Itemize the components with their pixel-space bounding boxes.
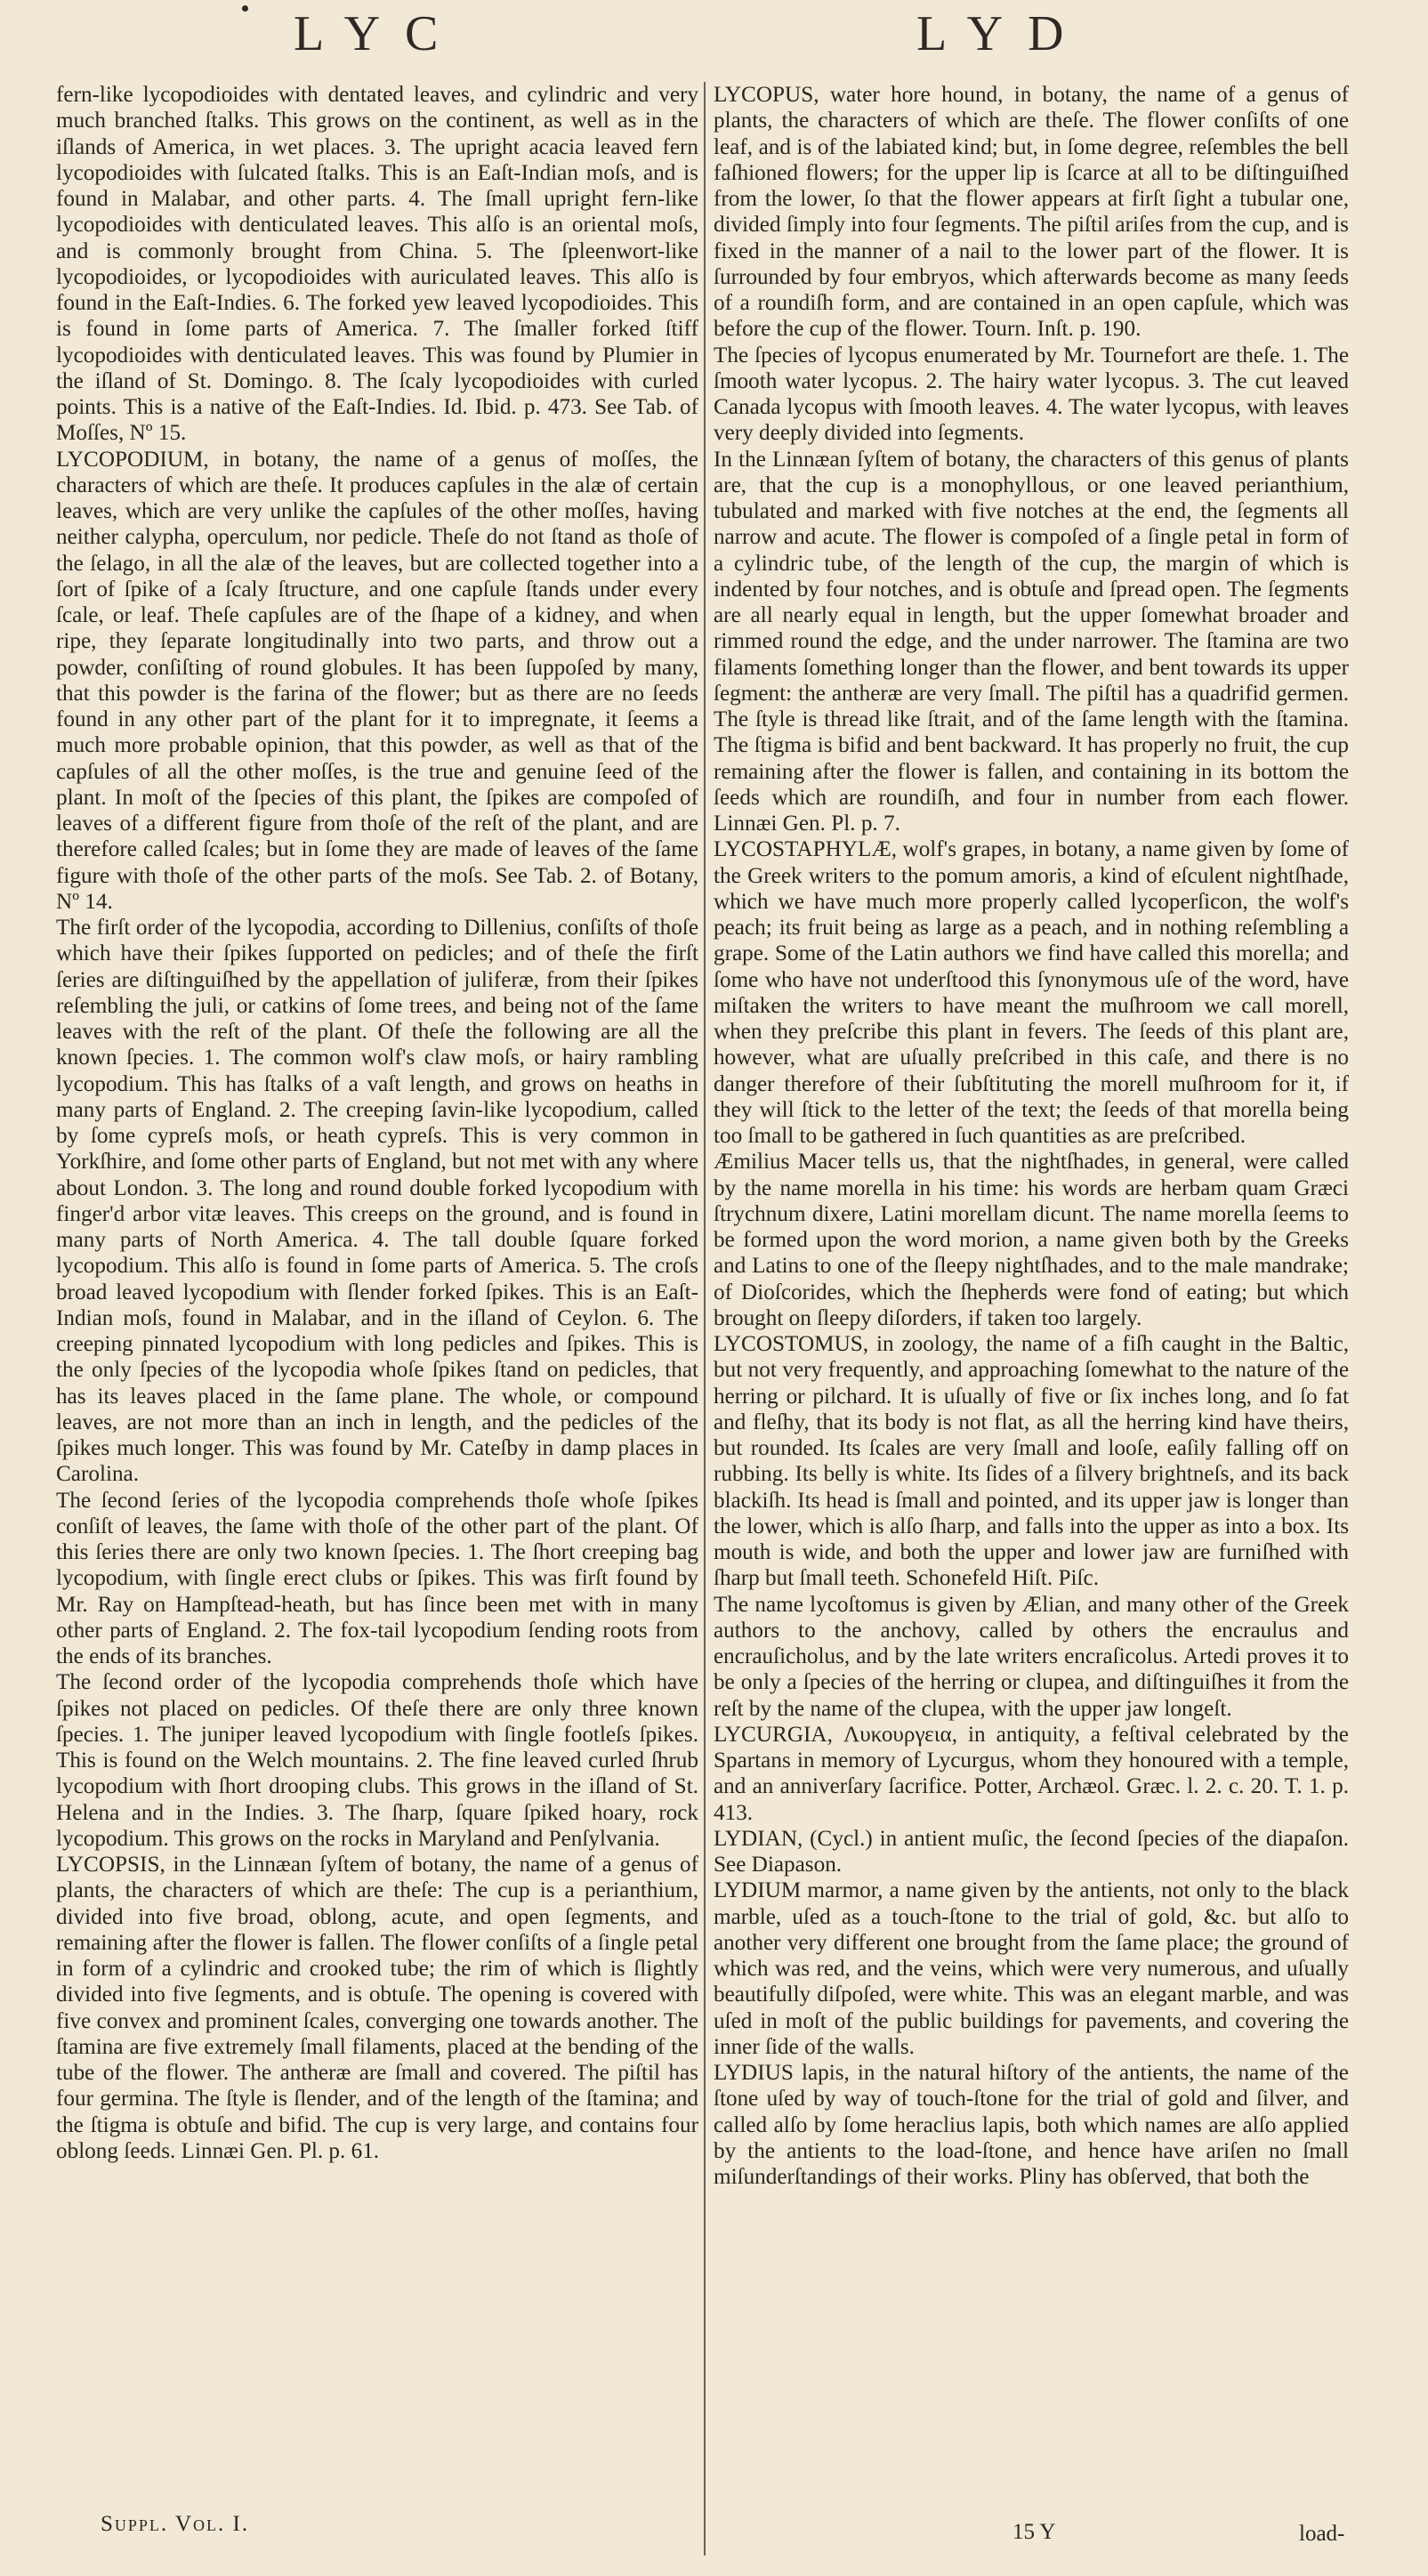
- printer-mark: [242, 5, 248, 12]
- volume-footer: Suppl. Vol. I.: [101, 2512, 250, 2536]
- catchword: load-: [1299, 2522, 1345, 2546]
- entry-lycurgia: LYCURGIA, Λυκουργεια, in antiquity, a feſtival celebrated by the Spartans in memory of Lycurgus, whom they honoured with a temple, and an anniverſary ſacrifice. Potter, Archæol. Græc. l. 2. c. 20. T. 1. p. 413.: [714, 1722, 1349, 1825]
- paragraph: The ſecond order of the lycopodia comprehends thoſe which have ſpikes not placed on pedicles. Of theſe there are only three known ſpecies. 1. The juniper leaved lycopodium with ſingle footleſs ſpikes. This is found on the Welch mountains. 2. The fine leaved curled ſhrub lycopodium with ſhort drooping clubs. This grows in the iſland of St. Helena and in the Indies. 3. The ſharp, ſquare ſpiked hoary, rock lycopodium. This grows on the rocks in Maryland and Penſylvania.: [56, 1670, 698, 1851]
- entry-lycopsis: LYCOPSIS, in the Linnæan ſyſtem of botany, the name of a genus of plants, the characters of which are theſe: The cup is a perianthium, divided into five broad, oblong, acute, and open ſegments, and remaining after the flower is fallen. The flower conſiſts of a ſingle petal in form of a cylindric and crooked tube; the rim of which is ſlightly divided into five ſegments, and is obtuſe. The opening is covered with five convex and prominent ſcales, converging one towards another. The ſtamina are five extremely ſmall filaments, placed at the bending of the tube of the flower. The antheræ are ſmall and covered. The piſtil has four germina. The ſtyle is ſlender, and of the length of the ſtamina; and the ſtigma is obtuſe and bifid. The cup is very large, and contains four oblong ſeeds. Linnæi Gen. Pl. p. 61.: [56, 1853, 698, 2163]
- running-header: [0, 0, 1428, 71]
- entry-lycopodium: LYCOPODIUM, in botany, the name of a genus of moſſes, the characters of which are theſe. It produces capſules in the alæ of certain leaves, which are very unlike the capſules of the other moſſes, having neither calypha, operculum, nor pedicle. Theſe do not ſtand as thoſe of the ſelago, in all the alæ of the leaves, but are collected together into a ſort of ſpike of a ſcaly ſtructure, and one capſule ſtands under every ſcale, or leaf. Theſe capſules are of the ſhape of a kidney, and when ripe, they ſeparate longitudinally into two parts, and throw out a powder, conſiſting of round globules. It has been ſuppoſed by many, that this powder is the farina of the flower; but as there are no ſeeds found in any other part of the plant for it to impregnate, it ſeems a much more probable opinion, that this powder, as well as that of the capſules of all the other moſſes, is the true and genuine ſeed of the plant. In moſt of the ſpecies of this plant, the ſpikes are compoſed of leaves of a different figure from thoſe of the reſt of the plant, and are therefore called ſcales; but in ſome they are made of leaves of the ſame figure with thoſe of the other parts of the moſs. See Tab. 2. of Botany, Nº 14.: [56, 447, 698, 914]
- paragraph: The ſpecies of lycopus enumerated by Mr. Tournefort are theſe. 1. The ſmooth water lycopus. 2. The hairy water lycopus. 3. The cut leaved Canada lycopus with ſmooth leaves. 4. The water lycopus, with leaves very deeply divided into ſegments.: [714, 343, 1349, 446]
- header-left-word: LYC: [294, 6, 464, 61]
- right-column: [714, 82, 1349, 2502]
- column-divider: [704, 82, 706, 2556]
- paragraph: Æmilius Macer tells us, that the nightſhades, in general, were called by the name morella in his time: his words are herbam quam Græci ſtrychnum dixere, Latini morellam dicunt. The name morella ſeems to be formed upon the word morion, a name given both by the Greeks and Latins to one of the ſleepy nightſhades, and to the male mandrake; of Dioſcorides, which the ſhepherds were fond of eating; but which brought on ſleepy diſorders, if taken too largely.: [714, 1150, 1349, 1330]
- left-column: [56, 82, 698, 2502]
- entry-lycopus: LYCOPUS, water hore hound, in botany, the name of a genus of plants, the characters of which are theſe. The flower conſiſts of one leaf, and is of the labiated kind; but, in ſome degree, reſembles the bell faſhioned flowers; for the upper lip is ſcarce at all to be diſtinguiſhed from the lower, ſo that the flower appears at firſt ſight a tubular one, divided ſimply into four ſegments. The piſtil ariſes from the cup, and is fixed in the manner of a nail to the lower part of the flower. It is ſurrounded by four embryos, which afterwards become as many ſeeds of a roundiſh form, and are contained in an open capſule, which was before the cup of the flower. Tourn. Inſt. p. 190.: [714, 83, 1349, 342]
- entry-lydium: LYDIUM marmor, a name given by the antients, not only to the black marble, uſed as a touch-ſtone to the trial of gold, &c. but alſo to another very different one brought from the ſame place; the ground of which was red, and the veins, which were very numerous, and uſually beautifully diſpoſed, were white. This was an elegant marble, and was uſed in moſt of the public buildings for pavements, and covering the inner ſide of the walls.: [714, 1878, 1349, 2059]
- header-right-word: LYD: [916, 6, 1089, 61]
- entry-lydian: LYDIAN, (Cycl.) in antient muſic, the ſecond ſpecies of the diapaſon. See Diapason.: [714, 1826, 1349, 1877]
- entry-lycostomus: LYCOSTOMUS, in zoology, the name of a fiſh caught in the Baltic, but not very frequently, and approaching ſomewhat to the nature of the herring or pilchard. It is uſually of five or ſix inches long, and ſo fat and fleſhy, that its body is not flat, as all the herring kind have theirs, but rounded. Its ſcales are very ſmall and looſe, eaſily falling off on rubbing. Its belly is white. Its ſides of a ſilvery brightneſs, and its back blackiſh. Its head is ſmall and pointed, and its upper jaw is longer than the lower, which is alſo ſharp, and falls into the upper as into a box. Its mouth is wide, and both the upper and lower jaw are furniſhed with ſharp but ſmall teeth. Schonefeld Hiſt. Piſc.: [714, 1332, 1349, 1591]
- paragraph: fern-like lycopodioides with dentated leaves, and cylindric and very much branched ſtalks. This grows on the continent, as well as in the iſlands of America, in wet places. 3. The upright acacia leaved fern lycopodioides with ſulcated ſtalks. This is an Eaſt-Indian moſs, and is found in Malabar, and other parts. 4. The ſmall upright fern-like lycopodioides with denticulated leaves. This alſo is an oriental moſs, and is commonly brought from China. 5. The ſpleenwort-like lycopodioides, or lycopodioides with auriculated leaves. This alſo is found in the Eaſt-Indies. 6. The forked yew leaved lycopodioides. This is found in ſome parts of America. 7. The ſmaller forked ſtiff lycopodioides with denticulated leaves. This was found by Plumier in the iſland of St. Domingo. 8. The ſcaly lycopodioides with curled points. This is a native of the Eaſt-Indies. Id. Ibid. p. 473. See Tab. of Moſſes, Nº 15.: [56, 83, 698, 446]
- paragraph: In the Linnæan ſyſtem of botany, the characters of this genus of plants are, that the cup is a monophyllous, or one leaved perianthium, tubulated and marked with five notches at the end, the ſegments all narrow and acute. The flower is compoſed of a ſingle petal in form of a cylindric tube, of the length of the cup, the margin of which is indented by four notches, and is obtuſe and ſpread open. The ſegments are all nearly equal in length, but the upper ſomewhat broader and rimmed round the edge, and the under narrower. The ſtamina are two filaments ſomething longer than the flower, and bent towards its upper ſegment: the antheræ are very ſmall. The piſtil has a quadrifid germen. The ſtyle is thread like ſtrait, and of the ſame length with the ſtamina. The ſtigma is bifid and bent backward. It has properly no fruit, the cup remaining after the flower is fallen, and containing in its bottom the ſeeds which are roundiſh, and four in number from each flower. Linnæi Gen. Pl. p. 7.: [714, 447, 1349, 836]
- paragraph: The ſecond ſeries of the lycopodia comprehends thoſe whoſe ſpikes conſiſt of leaves, the ſame with thoſe of the other part of the plant. Of this ſeries there are only two known ſpecies. 1. The ſhort creeping bag lycopodium, with ſingle erect clubs or ſpikes. This was firſt found by Mr. Ray on Hampſtead-heath, but has ſince been met with in many other parts of England. 2. The fox-tail lycopodium ſending roots from the ends of its branches.: [56, 1488, 698, 1668]
- paragraph: The firſt order of the lycopodia, according to Dillenius, conſiſts of thoſe which have their ſpikes ſupported on pedicles; and of theſe the firſt ſeries are diſtinguiſhed by the appellation of juliferæ, from their ſpikes reſembling the juli, or catkins of ſome trees, and being not of the ſame leaves with the reſt of the plant. Of theſe the following are all the known ſpecies. 1. The common wolf's claw moſs, or hairy rambling lycopodium. This has ſtalks of a vaſt length, and grows on heaths in many parts of England. 2. The creeping ſavin-like lycopodium, called by ſome cypreſs moſs, or heath cypreſs. This is very common in Yorkſhire, and ſome other parts of England, but not met with any where about London. 3. The long and round double forked lycopodium with finger'd arbor vitæ leaves. This creeps on the ground, and is found in many parts of North America. 4. The tall double ſquare forked lycopodium. This alſo is found in ſome parts of America. 5. The croſs broad leaved lycopodium with ſlender forked ſpikes. This is an Eaſt-Indian moſs, found in Malabar, and in the iſland of Ceylon. 6. The creeping pinnated lycopodium with long pedicles and ſpikes. This is the only ſpecies of the lycopodia whoſe ſpikes ſtand on pedicles, that has its leaves placed in the ſame plane. The whole, or compound leaves, are not more than an inch in length, and the pedicles of the ſpikes much longer. This was found by Mr. Cateſby in damp places in Carolina.: [56, 916, 698, 1487]
- entry-lydius: LYDIUS lapis, in the natural hiſtory of the antients, the name of the ſtone uſed by way of touch-ſtone for the trial of gold and ſilver, and called alſo by ſome heraclius lapis, both which names are alſo applied by the antients to the load-ſtone, and hence have ariſen no ſmall miſunderſtandings of their works. Pliny has obſerved, that both the: [714, 2061, 1349, 2189]
- signature-mark: 15 Y: [1013, 2520, 1056, 2544]
- paragraph: The name lycoſtomus is given by Ælian, and many other of the Greek authors to the anchovy, called by others the encraulus and encrauſicholus, and by the late writers encraſicolus. Artedi proves it to be only a ſpecies of the herring or clupea, and diſtinguiſhes it from the reſt by the name of the clupea, with the upper jaw longeſt.: [714, 1592, 1349, 1721]
- entry-lycostaphylae: LYCOSTAPHYLÆ, wolf's grapes, in botany, a name given by ſome of the Greek writers to the pomum amoris, a kind of eſculent nightſhade, which we have much more properly called lycoperſicon, the wolf's peach; its fruit being as large as a peach, and in nothing reſembling a grape. Some of the Latin authors we find have called this morella; and ſome who have not underſtood this ſynonymous uſe of the word, have miſtaken the writers to have meant the muſhroom we call morell, when they preſcribe this plant in fevers. The ſeeds of this plant are, however, what are uſually preſcribed in this caſe, and there is no danger therefore of their ſubſtituting the morell muſhroom for it, if they will ſtick to the letter of the text; the ſeeds of that morella being too ſmall to be gathered in ſuch quantities as are preſcribed.: [714, 837, 1349, 1148]
